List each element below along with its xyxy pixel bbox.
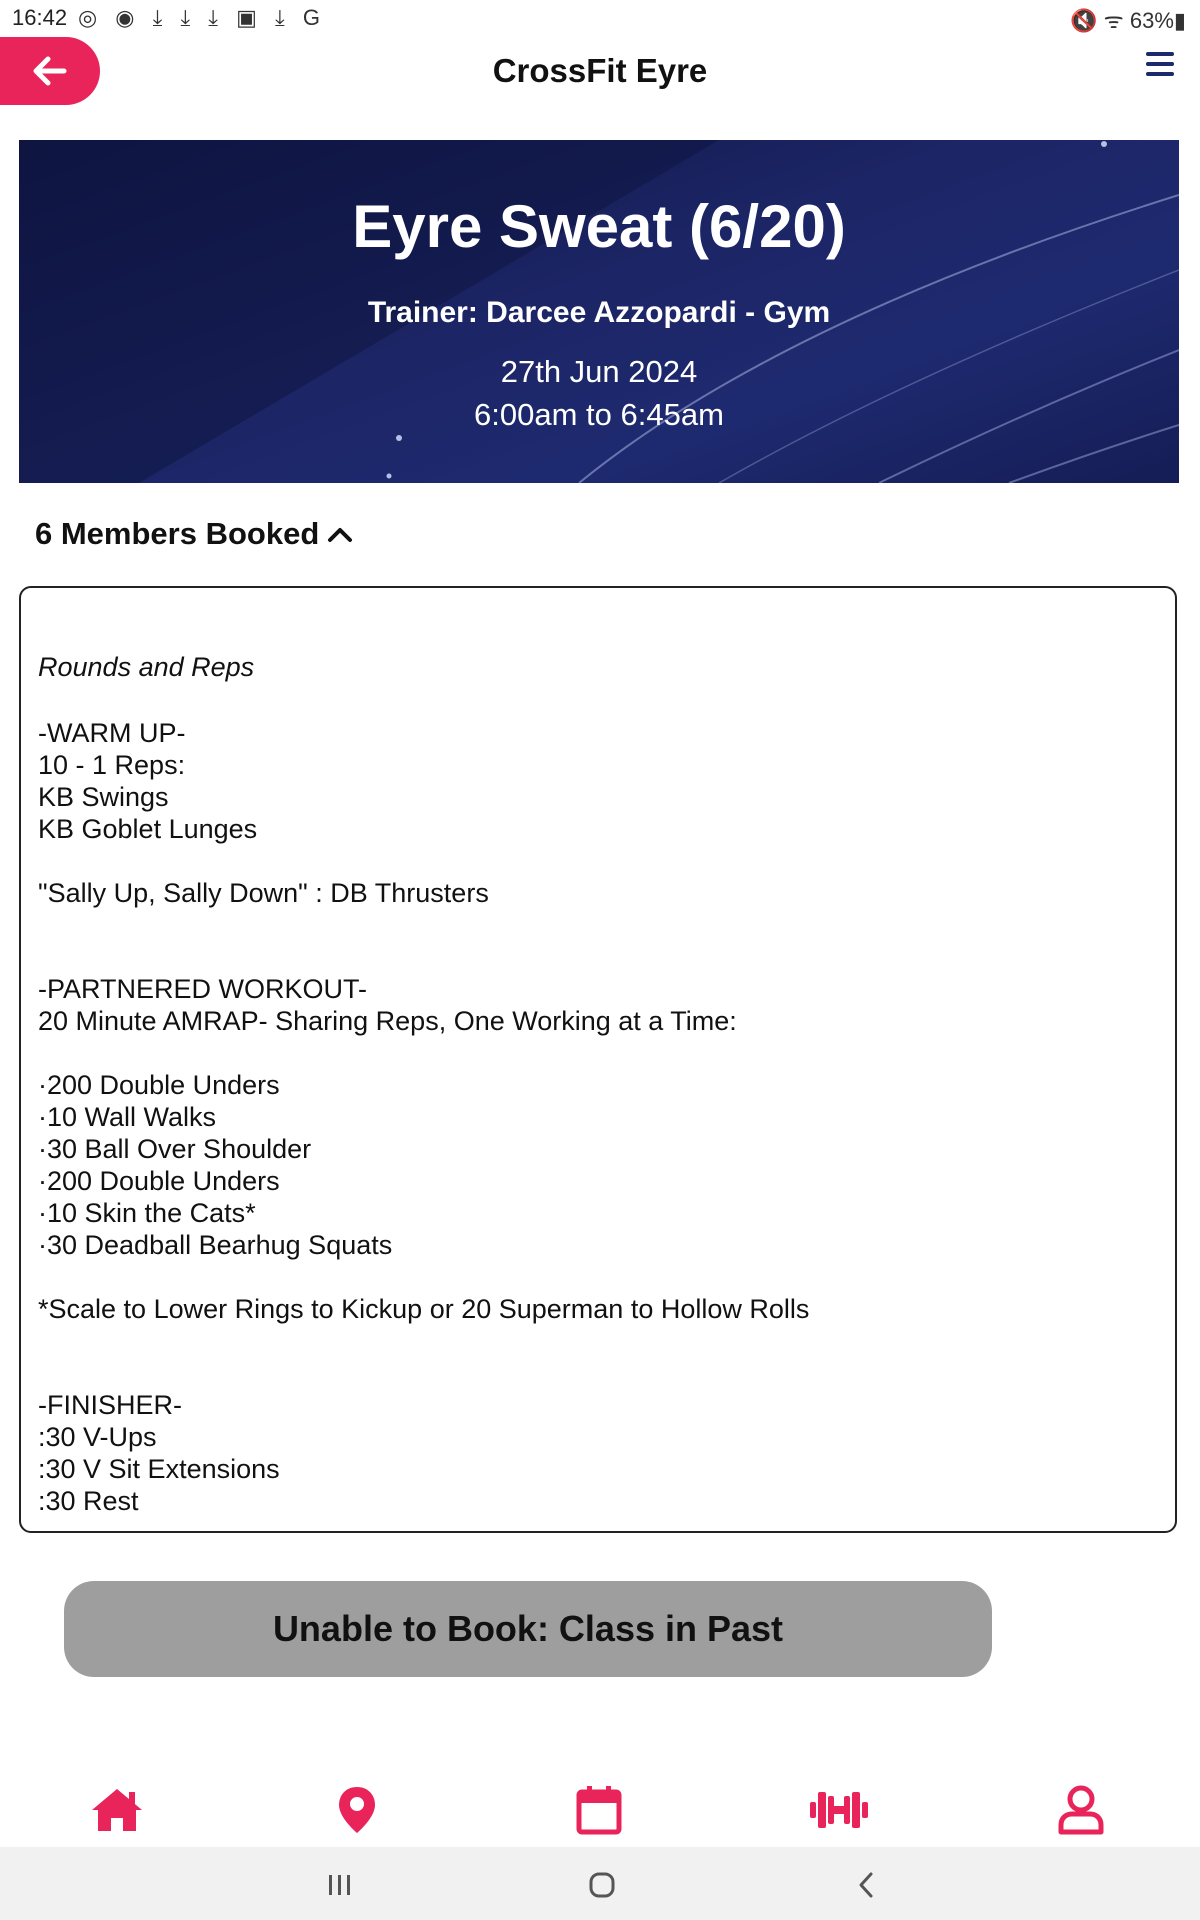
- class-time: 6:00am to 6:45am: [474, 397, 724, 432]
- menu-button[interactable]: [1146, 52, 1174, 80]
- book-button[interactable]: Unable to Book: Class in Past: [64, 1581, 992, 1677]
- bottom-navigation: [0, 1775, 1200, 1845]
- nav-calendar[interactable]: [564, 1775, 634, 1845]
- workout-line: -WARM UP-: [38, 718, 186, 748]
- workout-line: *Scale to Lower Rings to Kickup or 20 Superman to Hollow Rolls: [38, 1294, 810, 1324]
- workout-type: Rounds and Reps: [38, 652, 255, 682]
- workout-line: 10 - 1 Reps:: [38, 750, 186, 780]
- class-banner: [19, 140, 1179, 483]
- status-time: 16:42: [12, 5, 68, 30]
- workout-line: -FINISHER-: [38, 1390, 182, 1420]
- workout-line: KB Swings: [38, 782, 169, 812]
- notification-icons: ◎ ◉ ⤓ ⤓ ⤓ ▣ ⤓ G: [78, 5, 326, 30]
- calendar-icon: [576, 1785, 622, 1835]
- home-icon: [89, 1786, 145, 1834]
- system-navigation-bar: [0, 1847, 1200, 1920]
- nav-workouts[interactable]: [804, 1775, 874, 1845]
- dumbbell-icon: [809, 1788, 869, 1832]
- trainer-name: Trainer: Darcee Azzopardi - Gym: [367, 296, 831, 329]
- class-date: 27th Jun 2024: [500, 354, 698, 389]
- workout-description: [19, 586, 1177, 1533]
- user-icon: [1058, 1785, 1104, 1835]
- chevron-up-icon: [327, 525, 353, 543]
- nav-profile[interactable]: [1046, 1775, 1116, 1845]
- members-booked-label: 6 Members Booked: [35, 516, 320, 551]
- workout-line: ·10 Skin the Cats*: [38, 1198, 256, 1228]
- hamburger-icon-line: [1146, 72, 1174, 76]
- system-status: 🔇 ᯤ 63%▮: [1070, 8, 1186, 33]
- workout-line: ·10 Wall Walks: [38, 1102, 217, 1132]
- workout-line: ·200 Double Unders: [38, 1070, 280, 1100]
- workout-line: ·30 Ball Over Shoulder: [38, 1134, 312, 1164]
- workout-line: :30 Rest: [38, 1486, 139, 1516]
- home-system-button[interactable]: [582, 1865, 622, 1905]
- workout-line: 20 Minute AMRAP- Sharing Reps, One Working at a Time:: [38, 1006, 737, 1036]
- workout-line: "Sally Up, Sally Down" : DB Thrusters: [38, 878, 489, 908]
- workout-line: KB Goblet Lunges: [38, 814, 258, 844]
- members-booked-toggle[interactable]: [35, 516, 353, 552]
- hamburger-icon: [1146, 52, 1174, 56]
- app-title: CrossFit Eyre: [492, 52, 708, 89]
- nav-location[interactable]: [322, 1775, 392, 1845]
- hamburger-icon-line: [1146, 62, 1174, 66]
- recent-apps-button[interactable]: [320, 1865, 360, 1905]
- status-bar: [0, 0, 1200, 36]
- recent-apps-icon: [327, 1873, 353, 1897]
- nav-home[interactable]: [82, 1775, 152, 1845]
- location-pin-icon: [337, 1785, 377, 1835]
- back-system-button[interactable]: [846, 1865, 886, 1905]
- chevron-left-icon: [856, 1871, 876, 1899]
- workout-line: -PARTNERED WORKOUT-: [38, 974, 368, 1004]
- workout-line: :30 V Sit Extensions: [38, 1454, 280, 1484]
- workout-line: ·30 Deadball Bearhug Squats: [38, 1230, 393, 1260]
- home-circle-icon: [588, 1871, 616, 1899]
- workout-line: ·200 Double Unders: [38, 1166, 280, 1196]
- class-title: Eyre Sweat (6/20): [352, 193, 846, 260]
- workout-line: :30 V-Ups: [38, 1422, 157, 1452]
